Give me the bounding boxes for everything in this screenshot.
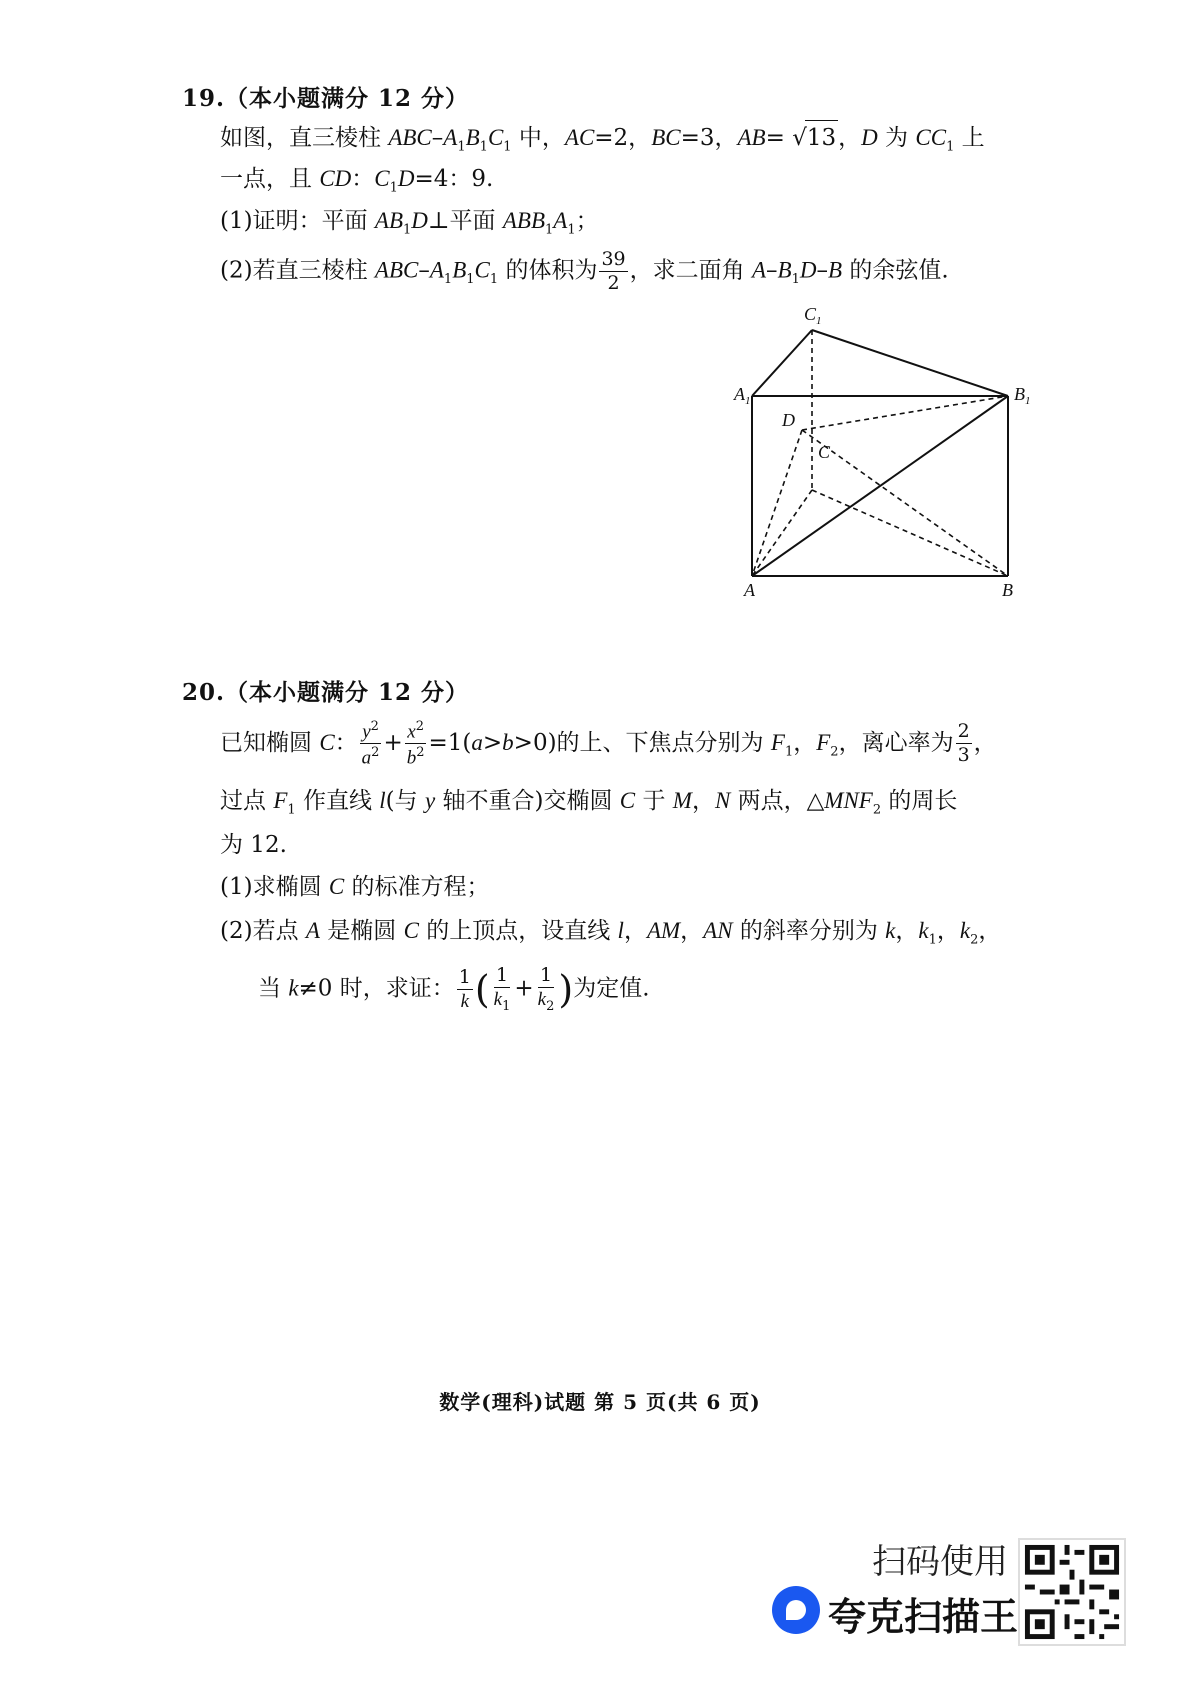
eccentricity-fraction: $\frac{2}{3}$ (957, 720, 970, 767)
q19-line-1: 如图，直三棱柱 ABC–$A_1B_1C_1$ 中，AC=2，BC=3，AB= √13，D 为 $CC_1$ 上 (220, 120, 985, 165)
expr-one-over-k1: $\frac{1}{k_1}$ (493, 964, 511, 1014)
prism-figure (734, 300, 1040, 600)
q19-part-1: (1)证明：平面 $AB_1D\perp$平面 $ABB_1A_1$； (220, 208, 599, 238)
volume-fraction: $\frac{39}{2}$ (601, 248, 626, 294)
brand-name: 夸克扫描王 (828, 1595, 1019, 1639)
quark-logo-icon (772, 1586, 820, 1634)
prism-solid-edges (752, 330, 1008, 576)
label-d: D (782, 410, 795, 430)
ellipse-term-x: $\frac{x^2}{b^2}$ (406, 719, 425, 769)
label-b: B (1002, 580, 1013, 600)
q20-heading: 20.（本小题满分 12 分） (182, 679, 470, 706)
ellipse-term-y: $\frac{y^2}{a^2}$ (361, 719, 380, 769)
q20-line-1: 已知椭圆 C： $\frac{y^2}{a^2}$ + $\frac{x^2}{b^2}$ =1(a>b>0)的上、下焦点分别为 $F_1$，$F_2$，离心率为 $\frac{2}{3}$ ， (220, 719, 997, 769)
q20-line-2: 过点 $F_1$ 作直线 l(与 y 轴不重合)交椭圆 C 于 M，N 两点，$\triangle MNF_2$ 的周长 (220, 788, 958, 818)
scan-to-use-text: 扫码使用 (872, 1542, 1008, 1582)
q20-part-2-expression: 当 k≠0 时，求证： $\frac{1}{k}$ ( $\frac{1}{k_1}$ + $\frac{1}{k_2}$ )为定值. (258, 964, 650, 1014)
q20-part-1: (1)求椭圆 C 的标准方程； (220, 874, 490, 900)
page-footer: 数学(理科)试题 第 5 页(共 6 页) (439, 1390, 761, 1414)
label-c1: $C_1$ (804, 304, 822, 327)
prism-labels (733, 304, 1031, 600)
q20-part-2: (2)若点 A 是椭圆 C 的上顶点，设直线 l，AM，AN 的斜率分别为 k，$k_1$，$k_2$， (220, 918, 1002, 948)
expr-one-over-k: $\frac{1}{k}$ (458, 965, 471, 1012)
label-c: C (818, 442, 831, 462)
qr-code-icon[interactable] (1018, 1538, 1126, 1646)
prism-hidden-edges (752, 330, 1008, 576)
q19-line-2: 一点，且 CD：$C_1D=4$：9. (220, 166, 494, 196)
label-a: A (744, 580, 755, 600)
label-a1: $A_1$ (734, 384, 751, 407)
q19-part-2: (2)若直三棱柱 ABC–$A_1B_1C_1$ 的体积为 $\frac{39}{2}$ ，求二面角 $A-B_1D-B$ 的余弦值. (220, 248, 949, 294)
label-b1: $B_1$ (1014, 384, 1031, 407)
expr-one-over-k2: $\frac{1}{k_2}$ (537, 964, 555, 1014)
q20-line-3: 为 12. (220, 832, 287, 858)
q19-heading: 19.（本小题满分 12 分） (182, 85, 470, 112)
